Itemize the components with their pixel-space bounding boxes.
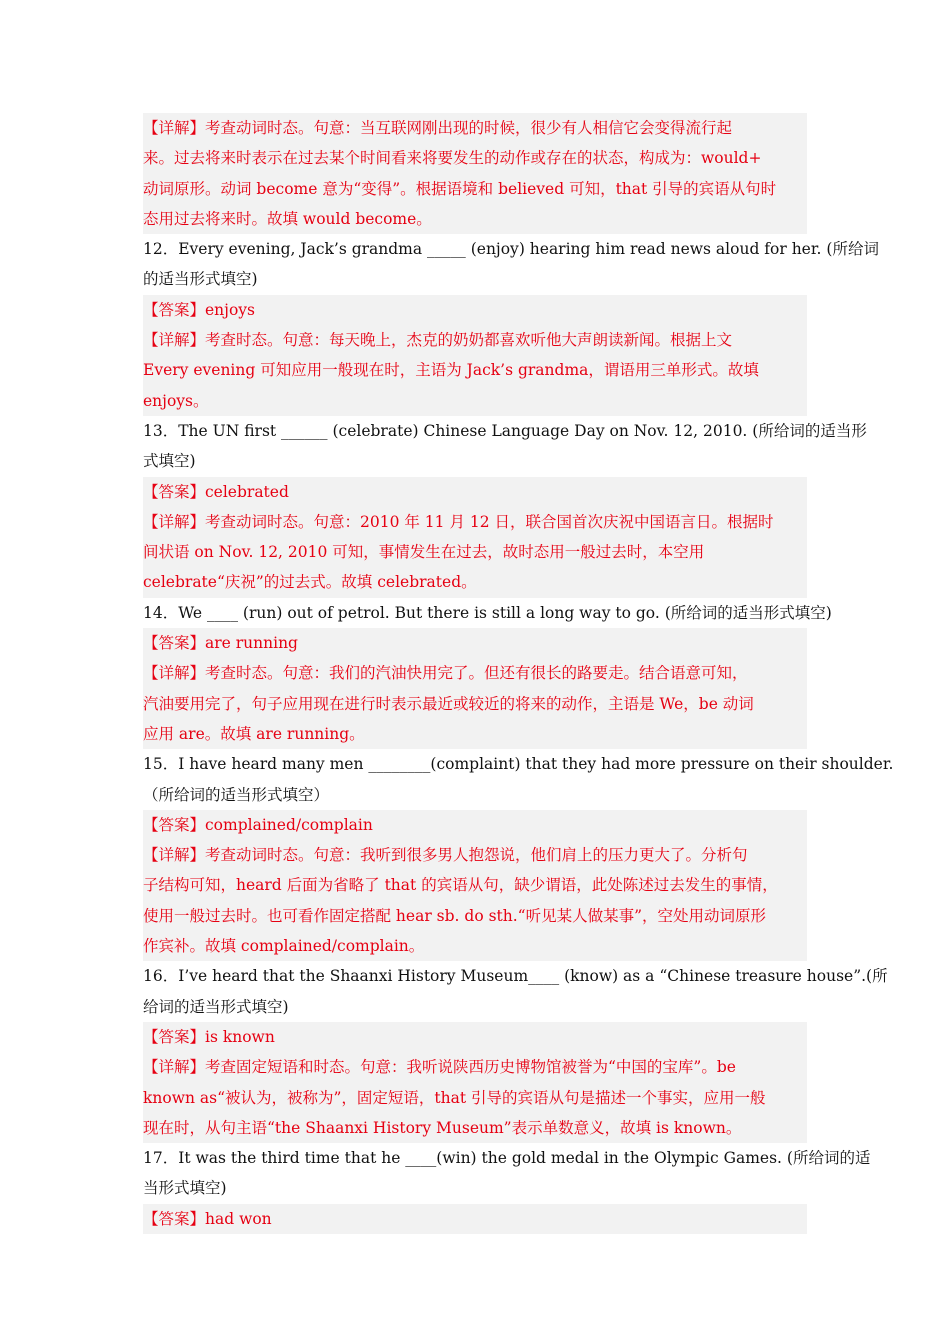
question-line: 14．We ____ (run) out of petrol. But there is still a long way to go. (所给词的适当形式填空) [143,603,832,622]
answer-line: 【答案】had won [143,1209,272,1228]
detail-line: Every evening 可知应用一般现在时，主语为 Jack’s grandma，谓语用三单形式。故填 [143,361,759,380]
question-line: 17．It was the third time that he ____(win) the gold medal in the Olympic Games. (所给词的适 [143,1149,871,1168]
detail-line: 汽油要用完了，句子应用现在进行时表示最近或较近的将来的动作，主语是 We，be 动词 [143,694,754,713]
answer-box [143,1204,807,1234]
detail-line: 现在时，从句主语“the Shaanxi History Museum”表示单数意义，故填 is known。 [143,1118,742,1137]
detail-line: 【详解】考查时态。句意：我们的汽油快用完了。但还有很长的路要走。结合语意可知， [143,664,748,683]
detail-line: 【详解】考查动词时态。句意：2010 年 11 月 12 日，联合国首次庆祝中国语言日。根据时 [143,512,774,531]
answer-box [143,810,807,840]
document-page [143,113,894,1234]
explanation-box [143,325,807,416]
explanation-box [143,840,807,961]
detail-line: 间状语 on Nov. 12, 2010 可知，事情发生在过去，故时态用一般过去时，本空用 [143,543,705,562]
question-line: 给词的适当形式填空) [143,997,289,1016]
detail-line: 应用 are。故填 are running。 [143,724,365,743]
detail-line: 【详解】考查动词时态。句意：我听到很多男人抱怨说，他们肩上的压力更大了。分析句 [143,846,748,865]
detail-line: 态用过去将来时。故填 would become。 [143,209,432,228]
detail-line: 【详解】考查固定短语和时态。句意：我听说陕西历史博物馆被誉为“中国的宝库”。be [143,1058,736,1077]
question-text [143,961,888,1022]
question-line: 15．I have heard many men ________(complaint) that they had more pressure on their shoulder. [143,755,894,774]
explanation-box [143,658,807,749]
answer-box [143,1022,807,1052]
question-text [143,234,879,295]
detail-line: 【详解】考查动词时态。句意：当互联网刚出现的时候，很少有人相信它会变得流行起 [143,119,733,137]
detail-line: enjoys。 [143,391,209,410]
explanation-box [143,1052,807,1143]
answer-box [143,477,807,507]
question-line: 13．The UN first ______ (celebrate) Chinese Language Day on Nov. 12, 2010. (所给词的适当形 [143,421,867,440]
question-text [143,1143,871,1204]
question-line: 12．Every evening, Jack’s grandma _____ (enjoy) hearing him read news aloud for her. (所给词 [143,240,879,259]
question-line: 当形式填空) [143,1179,227,1198]
question-line: 式填空) [143,452,196,471]
detail-line: 使用一般过去时。也可看作固定搭配 hear sb. do sth.“听见某人做某事”，空处用动词原形 [143,906,767,925]
answer-box [143,295,807,325]
detail-line: 动词原形。动词 become 意为“变得”。根据语境和 believed 可知，that 引导的宾语从句时 [143,179,777,198]
answer-line: 【答案】celebrated [143,482,289,501]
question-text [143,416,867,477]
detail-line: 子结构可知，heard 后面为省略了 that 的宾语从句，缺少谓语，此处陈述过去发生的事情， [143,876,778,895]
explanation-box [143,507,807,598]
question-line: 16．I’ve heard that the Shaanxi History Museum____ (know) as a “Chinese treasure house”.(所 [143,967,888,986]
detail-line: 来。过去将来时表示在过去某个时间看来将要发生的动作或存在的状态，构成为：would+ [143,149,762,168]
explanation-box [143,113,807,234]
answer-line: 【答案】enjoys [143,300,256,319]
detail-line: 【详解】考查时态。句意：每天晚上，杰克的奶奶都喜欢听他大声朗读新闻。根据上文 [143,331,733,350]
detail-line: known as“被认为，被称为”，固定短语，that 引导的宾语从句是描述一个事实，应用一般 [143,1088,766,1107]
detail-line: 作宾补。故填 complained/complain。 [143,937,425,956]
answer-box [143,628,807,658]
question-text [143,749,894,810]
answer-line: 【答案】are running [143,634,298,653]
detail-line: celebrate“庆祝”的过去式。故填 celebrated。 [143,573,477,592]
answer-line: 【答案】complained/complain [143,815,373,834]
question-text [143,598,832,628]
question-line: （所给词的适当形式填空） [143,785,330,804]
answer-line: 【答案】is known [143,1027,275,1046]
question-line: 的适当形式填空) [143,270,258,289]
